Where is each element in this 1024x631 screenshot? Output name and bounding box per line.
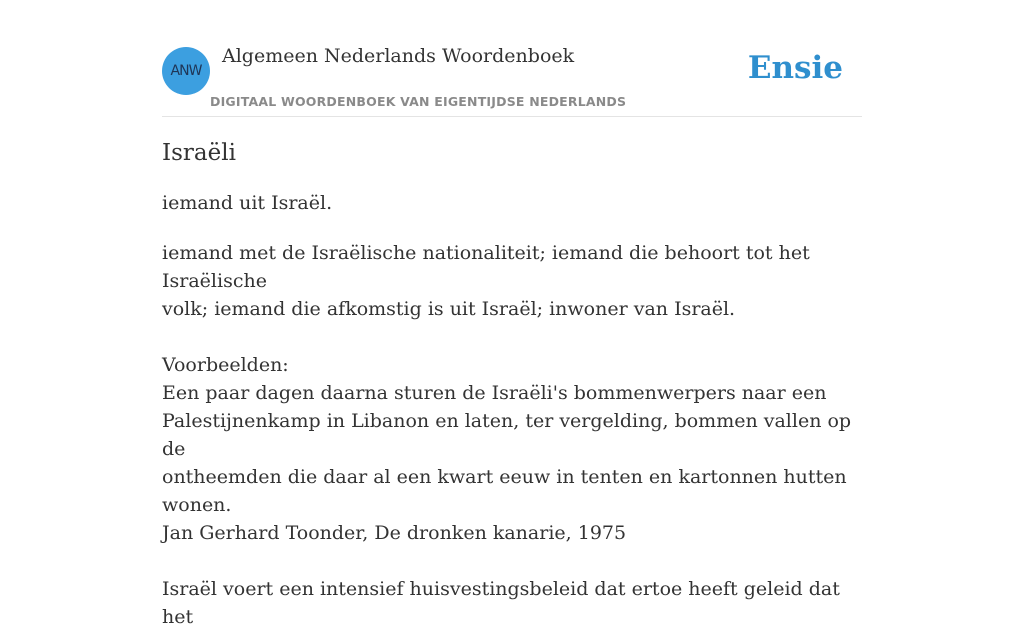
entry-headword: Israëli <box>162 140 236 166</box>
site-header <box>162 0 862 117</box>
example-1-line-3: ontheemden die daar al een kwart eeuw in tenten en kartonnen hutten wonen. <box>162 466 847 516</box>
definition-line-1: iemand met de Israëlische nationaliteit; iemand die behoort tot het Israëlische <box>162 242 810 292</box>
examples-label: Voorbeelden: <box>162 354 289 376</box>
short-definition: iemand uit Israël. <box>162 192 333 214</box>
definition-line-2: volk; iemand die afkomstig is uit Israël; inwoner van Israël. <box>162 298 736 320</box>
example-2-line-1: Israël voert een intensief huisvestingsbeleid dat ertoe heeft geleid dat het <box>162 578 840 628</box>
spacer <box>162 323 862 351</box>
spacer <box>162 547 862 575</box>
ensie-brand-link[interactable]: Ensie <box>747 50 843 86</box>
anw-logo[interactable]: ANW <box>162 47 210 95</box>
example-1-source: Jan Gerhard Toonder, De dronken kanarie, 1975 <box>162 522 627 544</box>
site-title[interactable]: Algemeen Nederlands Woordenboek <box>222 45 575 67</box>
entry-body <box>162 239 862 631</box>
example-1-line-2: Palestijnenkamp in Libanon en laten, ter vergelding, bommen vallen op de <box>162 410 852 460</box>
example-1-line-1: Een paar dagen daarna sturen de Israëli's bommenwerpers naar een <box>162 382 827 404</box>
site-tagline: DIGITAAL WOORDENBOEK VAN EIGENTIJDSE NEDERLANDS <box>210 94 627 109</box>
